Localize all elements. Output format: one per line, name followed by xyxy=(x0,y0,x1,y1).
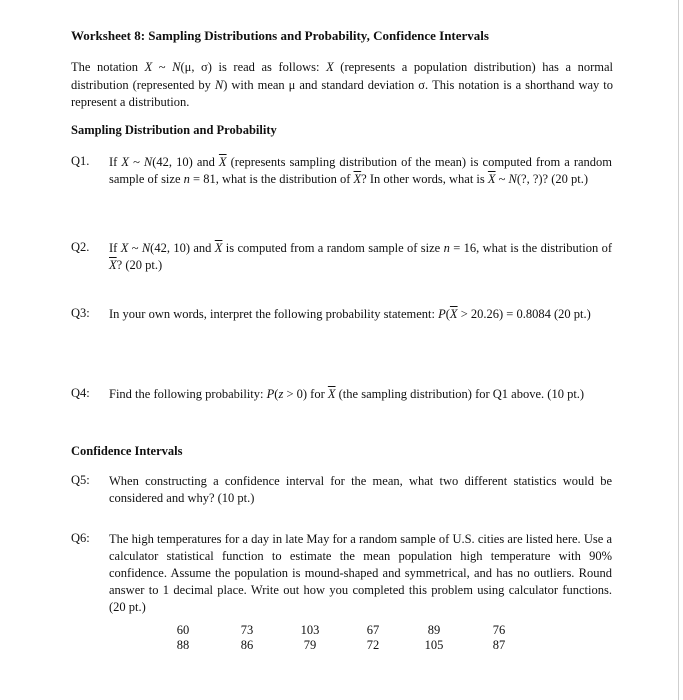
temperature-value: 79 xyxy=(303,638,317,652)
temperature-value: 86 xyxy=(240,638,254,652)
temperature-value: 88 xyxy=(176,638,190,652)
question-number-q4: Q4: xyxy=(71,386,90,400)
question-text-q1: If X ~ N(42, 10) and $\overline{X}$ (represents sampling distribution of the mean) is computed from a random sample of size n = 81, what is the distribution of $\overline{X}$? In other words, what is $\overline{X}$ ~ N(?, ?)? (20 pt.) xyxy=(109,155,613,186)
question-number-q2: Q2. xyxy=(71,240,90,254)
temperature-value: 60 xyxy=(176,623,190,637)
question-number-q5: Q5: xyxy=(71,473,90,487)
question-text-q6: The high temperatures for a day in late May for a random sample of U.S. cities are listed here. Use a calculator statistical function to estimate the mean population high temperature with 90% confidence. Assume the population is mound-shaped and symmetrical, and has no outliers. Round answer to 1 decimal place. Write out how you completed this problem using calculator functions. (20 pt.) xyxy=(109,532,612,614)
temperature-value: 89 xyxy=(427,623,441,637)
temperature-value: 73 xyxy=(240,623,254,637)
temperature-column xyxy=(469,623,529,653)
question-text-q2: If X ~ N(42, 10) and $\overline{X}$ is computed from a random sample of size n = 16, what is the distribution of $\overline{X}$? (20 pt.) xyxy=(109,241,612,272)
question-number-q6: Q6: xyxy=(71,531,90,545)
question-text-q5: When constructing a confidence interval for the mean, what two different statistics would be considered and why? (10 pt.) xyxy=(109,474,612,505)
page-edge xyxy=(678,0,679,700)
question-text-q3: In your own words, interpret the following probability statement: $P(\overline{X} > 20.26) = 0.8084$ (20 pt.) xyxy=(109,307,591,321)
temperature-column xyxy=(153,623,213,653)
temperature-column xyxy=(280,623,340,653)
temperature-column xyxy=(217,623,277,653)
temperature-value: 103 xyxy=(300,623,320,637)
question-number-q1: Q1. xyxy=(71,154,90,168)
temperature-value: 67 xyxy=(366,623,380,637)
temperature-column xyxy=(343,623,403,653)
temperature-value: 76 xyxy=(492,623,506,637)
temperature-value: 105 xyxy=(424,638,444,652)
notation-intro: The notation X ~ N(μ, σ) is read as follows: X (represents a population distribution) has a normal distribution (represented by N) with mean μ and standard deviation σ. This notation is a shorthand way to represent a distribution. xyxy=(71,60,614,109)
section-heading-confidence: Confidence Intervals xyxy=(71,444,183,458)
question-text-q4: Find the following probability: P(z > 0) for $\overline{X}$ (the sampling distribution) for Q1 above. (10 pt.) xyxy=(109,387,585,401)
temperature-value: 87 xyxy=(492,638,506,652)
section-heading-sampling: Sampling Distribution and Probability xyxy=(71,123,277,137)
temperature-value: 72 xyxy=(366,638,380,652)
worksheet-title: Worksheet 8: Sampling Distributions and Probability, Confidence Intervals xyxy=(71,28,489,43)
question-number-q3: Q3: xyxy=(71,306,90,320)
temperature-column xyxy=(404,623,464,653)
